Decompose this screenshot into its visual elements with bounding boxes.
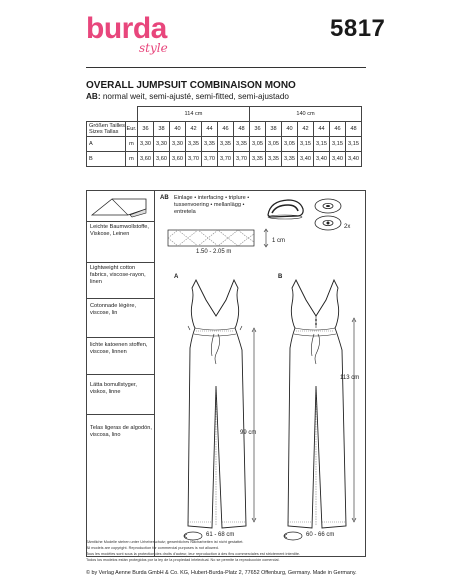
size-cell: 48 [346,122,362,137]
yardage-cell: 3,40 [314,152,330,167]
yardage-cell: 3,05 [282,137,298,152]
view-a-hem: 61 - 68 cm [206,532,235,538]
fabric-divider [86,262,154,263]
yardage-cell: 3,40 [330,152,346,167]
fabric-divider [86,337,154,338]
fabric-text-de: Leichte Baumwollstoffe, Viskose, Leinen [90,224,149,237]
fit-text: normal weit, semi-ajusté, semi-fitted, semi-ajustado [100,92,289,101]
notions-views-label: AB [160,195,169,201]
yardage-cell: 3,30 [170,137,186,152]
fabric-text-fr: Cotonnade légère, viscose, lin [90,303,137,316]
view-b-length: 113 cm [340,375,360,381]
fabric-column-divider [154,190,155,557]
yardage-cell: 3,15 [346,137,362,152]
size-cell: 42 [298,122,314,137]
yardage-cell: 3,35 [202,137,218,152]
yardage-cell: 3,05 [250,137,266,152]
size-cell: 42 [186,122,202,137]
yardage-cell: 3,70 [234,152,250,167]
jumpsuit-view-b [270,276,360,538]
yardage-cell: 3,40 [298,152,314,167]
eur-label: Eur. [126,122,138,137]
width-group-114: 114 cm [138,107,250,122]
view-b-label: B [278,274,283,280]
size-cell: 36 [138,122,154,137]
yardage-cell: 3,15 [330,137,346,152]
row-unit: m [126,137,138,152]
fabric-text-sv: Lätta bomullstyger, viskos, linne [90,382,137,395]
yardage-cell: 3,70 [218,152,234,167]
size-cell: 36 [250,122,266,137]
hem-circumference-icon [282,530,304,542]
fabric-text-nl: lichte katoenen stoffen, viscose, linnen [90,342,148,355]
fit-views: AB: [86,92,101,101]
copyright-notice-fr: Tous les modèles sont sous la protection des droits d'auteur, leur reproduction à des fins commerciales est strictement interdite. [86,552,301,556]
size-cell: 40 [282,122,298,137]
snaps-quantity: 2x [344,224,351,230]
size-header-label: Größen Tailles Sizes Tallas [87,122,126,137]
yardage-cell: 3,60 [154,152,170,167]
yardage-cell: 3,70 [202,152,218,167]
yardage-cell: 3,30 [138,137,154,152]
interfacing-height: 1 cm [272,238,286,244]
yardage-cell: 3,15 [314,137,330,152]
yardage-cell: 3,35 [266,152,282,167]
yardage-cell: 3,70 [186,152,202,167]
width-group-140: 140 cm [250,107,362,122]
fabric-text-en: Lightweight cotton fabrics, viscose-rayon, linen [90,265,146,285]
copyright-notice-en: All models are copyright. Reproduction for commercial purposes is not allowed. [86,546,219,550]
fabric-divider [86,298,154,299]
pattern-fit [86,92,289,101]
yardage-cell: 3,15 [298,137,314,152]
size-table [86,106,362,167]
snap-fastener-icon [312,197,344,233]
interfacing-text: Einlage • interfacing • triplure • tussenvoering • mellanlägg • entretela [174,195,250,215]
yardage-cell: 3,35 [186,137,202,152]
size-cell: 44 [314,122,330,137]
yardage-cell: 3,05 [266,137,282,152]
pattern-title: OVERALL JUMPSUIT COMBINAISON MONO [86,80,296,91]
fabric-swatch-icon [90,195,150,219]
view-a-length: 99 cm [240,430,257,436]
copyright-notice-es: Todos los modelos están protegidos por la ley de la propiedad intelectual. No se permite la reproducción comercial. [86,558,280,562]
header-rule [86,67,366,68]
size-cell: 46 [218,122,234,137]
pattern-number: 5817 [330,15,386,42]
size-cell: 38 [154,122,170,137]
yardage-cell: 3,40 [346,152,362,167]
size-cell: 46 [330,122,346,137]
copyright-notice-de: Sämtliche Modelle stehen unter Urheberschutz; gewerbliches Nacharbeiten ist nicht gestattet. [86,540,244,544]
burda-logo: burda [86,12,167,45]
size-cell: 44 [202,122,218,137]
yardage-cell: 3,60 [170,152,186,167]
table-row [87,152,362,167]
row-unit: m [126,152,138,167]
yardage-cell: 3,60 [138,152,154,167]
size-cell: 38 [266,122,282,137]
fabric-divider [86,374,154,375]
iron-icon [264,195,306,221]
row-label: A [87,137,126,152]
yardage-cell: 3,35 [234,137,250,152]
publisher-copyright: © by Verlag Aenne Burda GmbH & Co. KG, Hubert-Burda-Platz 2, 77652 Offenburg, Germany. Made in Germany. [86,570,357,576]
yardage-cell: 3,35 [218,137,234,152]
size-cell: 48 [234,122,250,137]
view-a-label: A [174,274,179,280]
yardage-cell: 3,35 [250,152,266,167]
interfacing-width: 1.50 - 2.05 m [196,249,232,255]
size-cell: 40 [170,122,186,137]
view-b-hem: 60 - 66 cm [306,532,335,538]
table-row [87,137,362,152]
fabric-divider [86,414,154,415]
jumpsuit-view-a [170,276,260,538]
yardage-cell: 3,35 [282,152,298,167]
row-label: B [87,152,126,167]
fabric-text-es: Telas ligeras de algodón, viscosa, lino [90,425,152,438]
fabric-divider [86,221,154,222]
yardage-cell: 3,30 [154,137,170,152]
burda-style-logo: style [139,41,168,55]
